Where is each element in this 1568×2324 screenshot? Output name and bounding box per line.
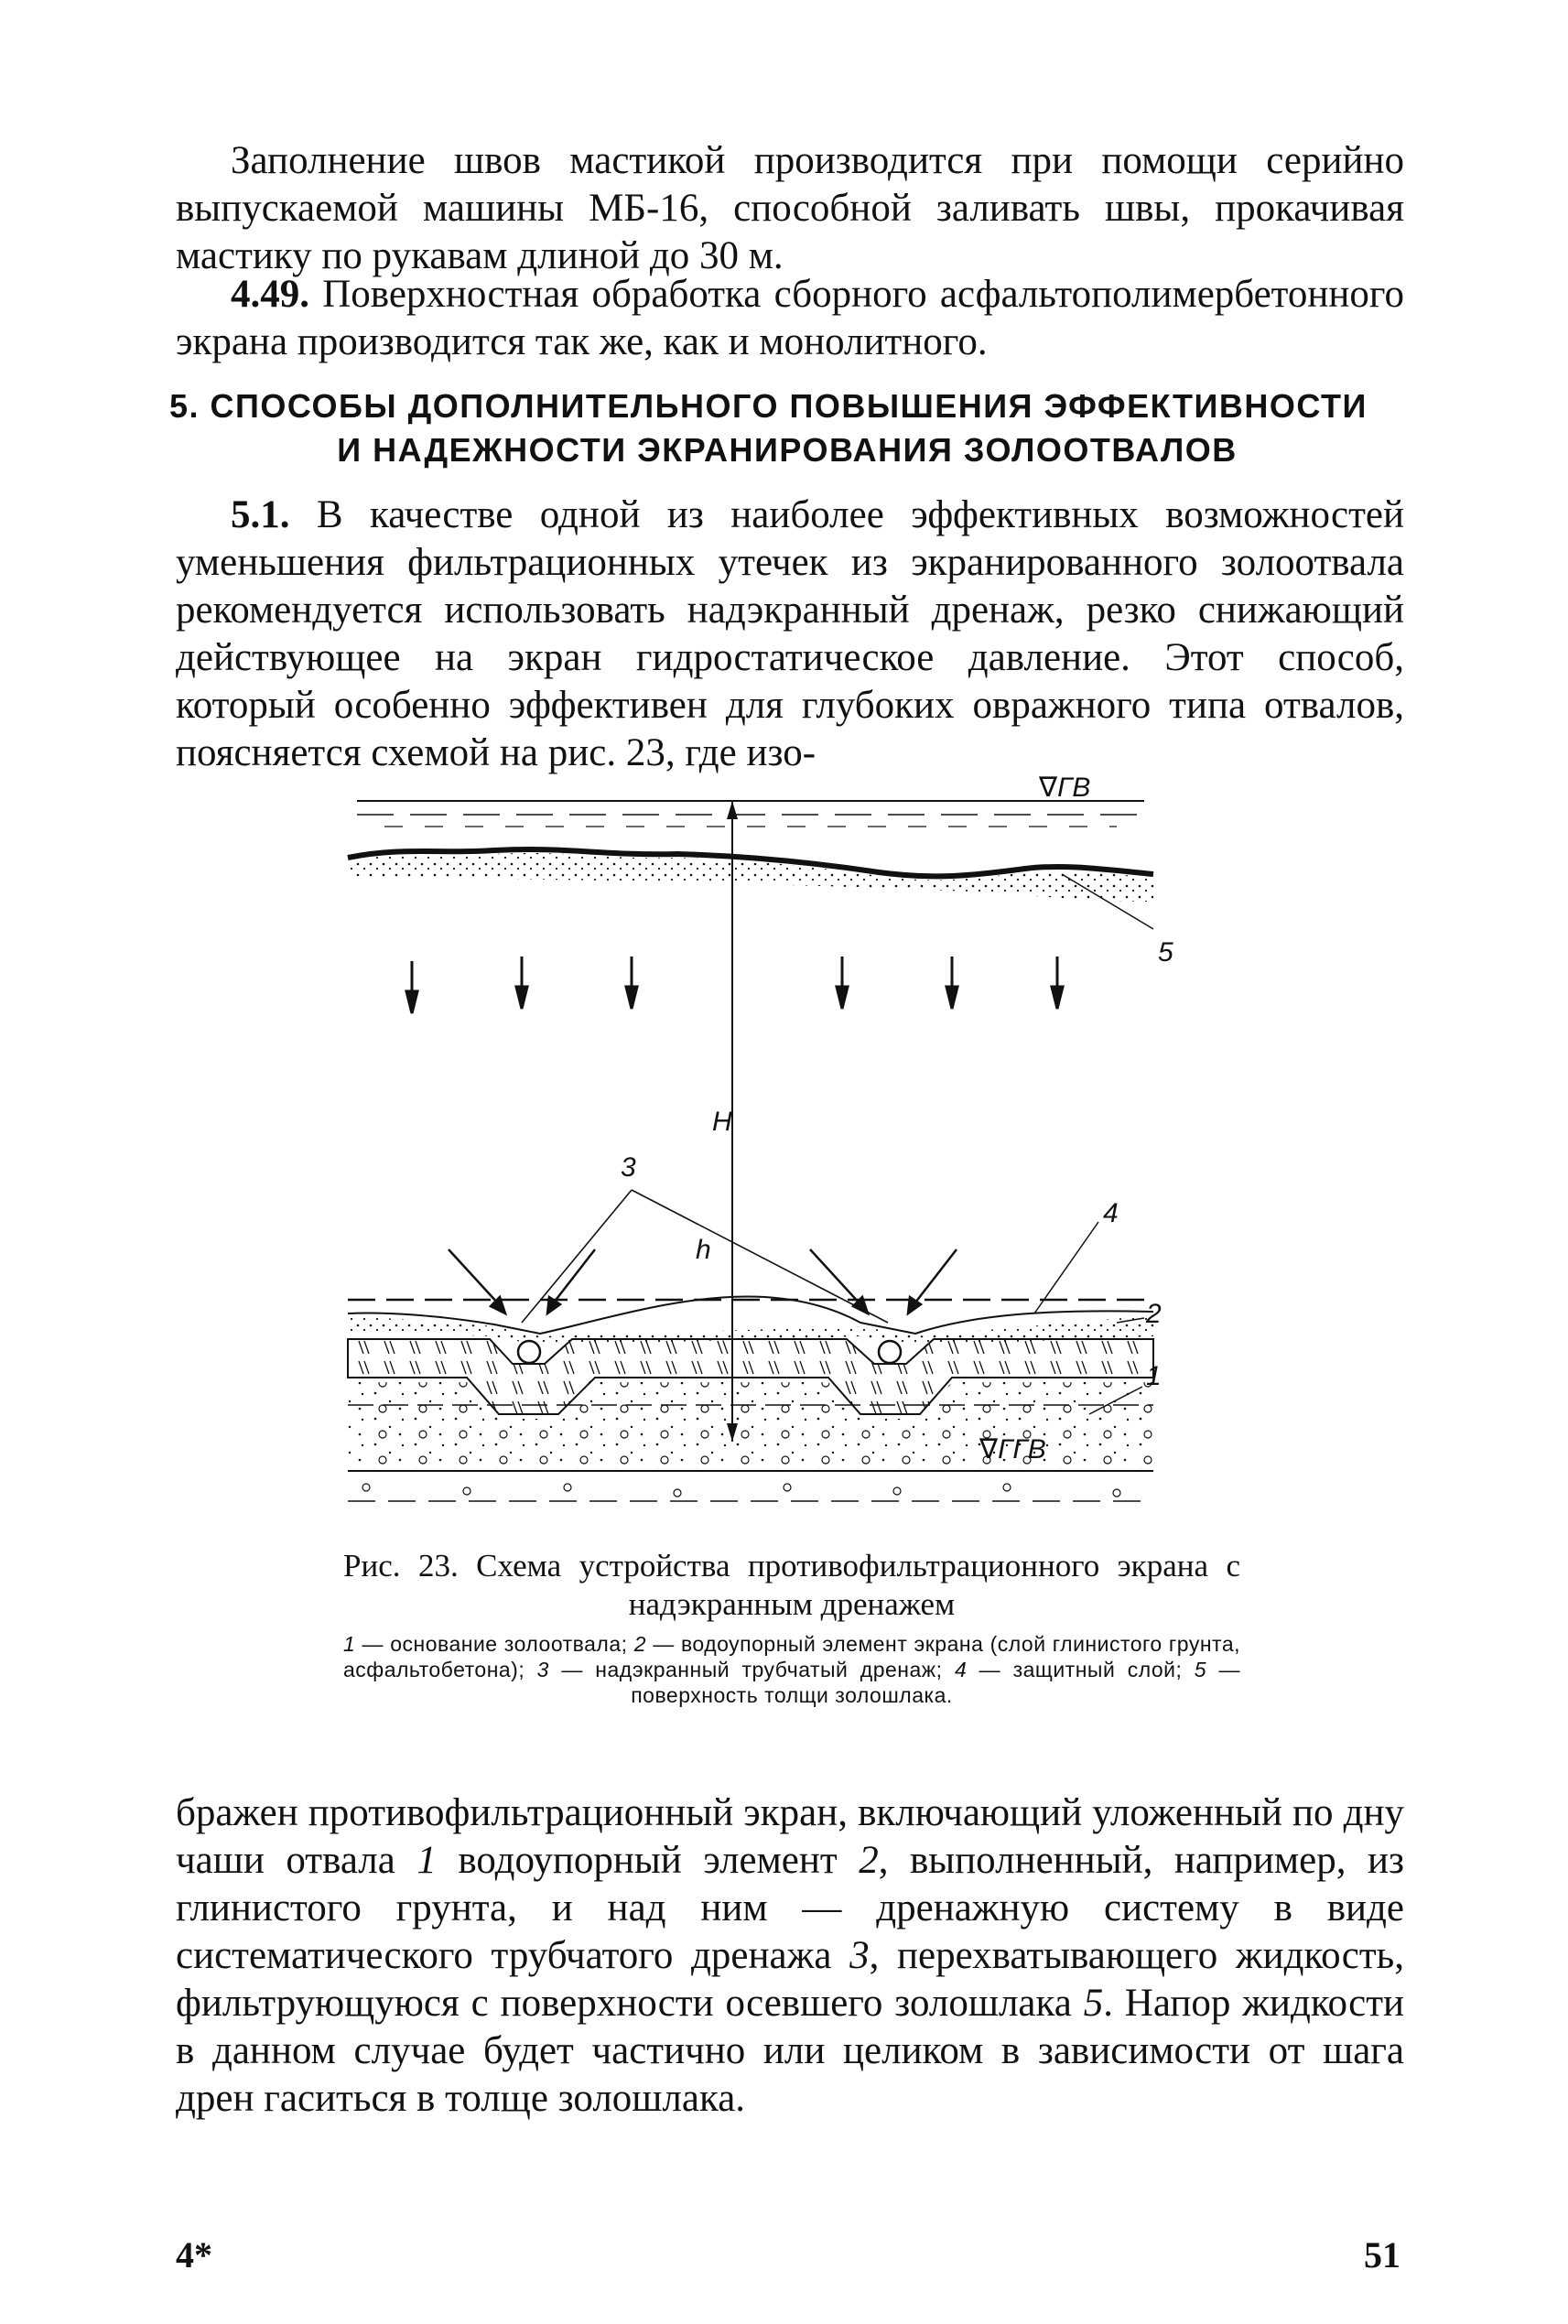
item-number: 5.1. <box>231 493 290 536</box>
para-bottom-part1: бражен противофильтрационный экран, включающий уложенный по дну чаши отвала <box>176 1791 1404 1882</box>
legend-text-1: — основание золоотвала; <box>355 1632 634 1656</box>
ash-surface <box>348 849 1173 967</box>
ref-1: 1 <box>416 1839 437 1882</box>
figure-drainage-scheme <box>330 773 1172 1542</box>
heading-line-1: 5. СПОСОБЫ ДОПОЛНИТЕЛЬНОГО ПОВЫШЕНИЯ ЭФФЕКТИВНОСТИ <box>169 387 1368 425</box>
legend-num-3: 3 <box>536 1658 549 1681</box>
label-h: h <box>696 1235 711 1265</box>
paragraph-top <box>176 137 1404 280</box>
legend-num-4: 4 <box>954 1658 968 1681</box>
legend-text-4: — защитный слой; <box>967 1658 1195 1681</box>
item-text: Поверхностная обработка сборного асфальтополимербетонного экрана производится так же, как и монолитного. <box>176 273 1404 363</box>
label-ggv: ∇ГГВ <box>979 1434 1046 1465</box>
item-text: В качестве одной из наиболее эффективных возможностей уменьшения фильтрационных утечек из экранированного золоотвала рекомендуется использовать надэкранный дренаж, резко снижающий действующее на экран гидростатическое давление. Этот способ, который особенно эффективен для глубоких овражного типа отвалов, поясняется схемой на рис. 23, где изо- <box>176 493 1404 774</box>
screen-cross-section <box>348 1152 1162 1501</box>
ref-2: 2 <box>859 1839 879 1882</box>
heading-line-2: И НАДЕЖНОСТИ ЭКРАНИРОВАНИЯ ЗОЛООТВАЛОВ <box>337 431 1238 469</box>
label-3: 3 <box>621 1152 636 1183</box>
label-2: 2 <box>1146 1299 1162 1329</box>
legend-num-2: 2 <box>633 1632 647 1656</box>
item-number: 4.49. <box>231 273 309 316</box>
label-4: 4 <box>1103 1198 1119 1228</box>
legend-text-2: — водоупорный элемент экрана (слой глинистого грунта, асфальтобетона); <box>343 1632 1241 1681</box>
water-surface <box>357 773 1144 827</box>
para-bottom-part2: водоупорный элемент <box>436 1839 860 1882</box>
legend-num-5: 5 <box>1194 1658 1207 1681</box>
page-number: 51 <box>1364 2234 1400 2275</box>
item-5-1 <box>176 492 1404 777</box>
paragraph-top-text: Заполнение швов мастикой производится при помощи серийно выпускаемой машины МБ-16, способной заливать швы, прокачивая мастику по рукавам длиной до 30 м. <box>176 139 1404 277</box>
ref-3: 3 <box>849 1934 870 1977</box>
label-1: 1 <box>1146 1361 1162 1391</box>
para-bottom-part5: . Напор жидкости в данном случае будет частично или целиком в зависимости от шага дрен гаситься в толще золошлака. <box>176 1982 1404 2120</box>
figure-legend <box>343 1631 1240 1708</box>
para-bottom-part4: , перехватывающего жидкость, фильтрующуюся с поверхности осевшего золошлака <box>176 1934 1404 2025</box>
label-gv-top: ∇ГВ <box>1039 773 1091 803</box>
section-heading <box>169 384 1405 472</box>
legend-num-1: 1 <box>343 1632 356 1656</box>
signature-mark: 4* <box>176 2234 212 2275</box>
legend-text-5: — поверхность толщи золошлака. <box>631 1658 1240 1707</box>
label-H: H <box>712 1107 732 1137</box>
ref-5: 5 <box>1083 1982 1104 2025</box>
filtration-arrows <box>406 957 1063 1013</box>
legend-text-3: — надэкранный трубчатый дренаж; <box>548 1658 955 1681</box>
paragraph-bottom <box>176 1789 1404 2123</box>
label-5: 5 <box>1158 937 1173 967</box>
para-bottom-part3: , выполненный, например, из глинистого грунта, и над ним — дренажную систему в виде систематического трубчатого дренажа <box>176 1839 1404 1977</box>
item-4-49 <box>176 271 1404 366</box>
figure-caption: Рис. 23. Схема устройства противофильтрационного экрана с надэкранным дренажем <box>343 1548 1240 1622</box>
